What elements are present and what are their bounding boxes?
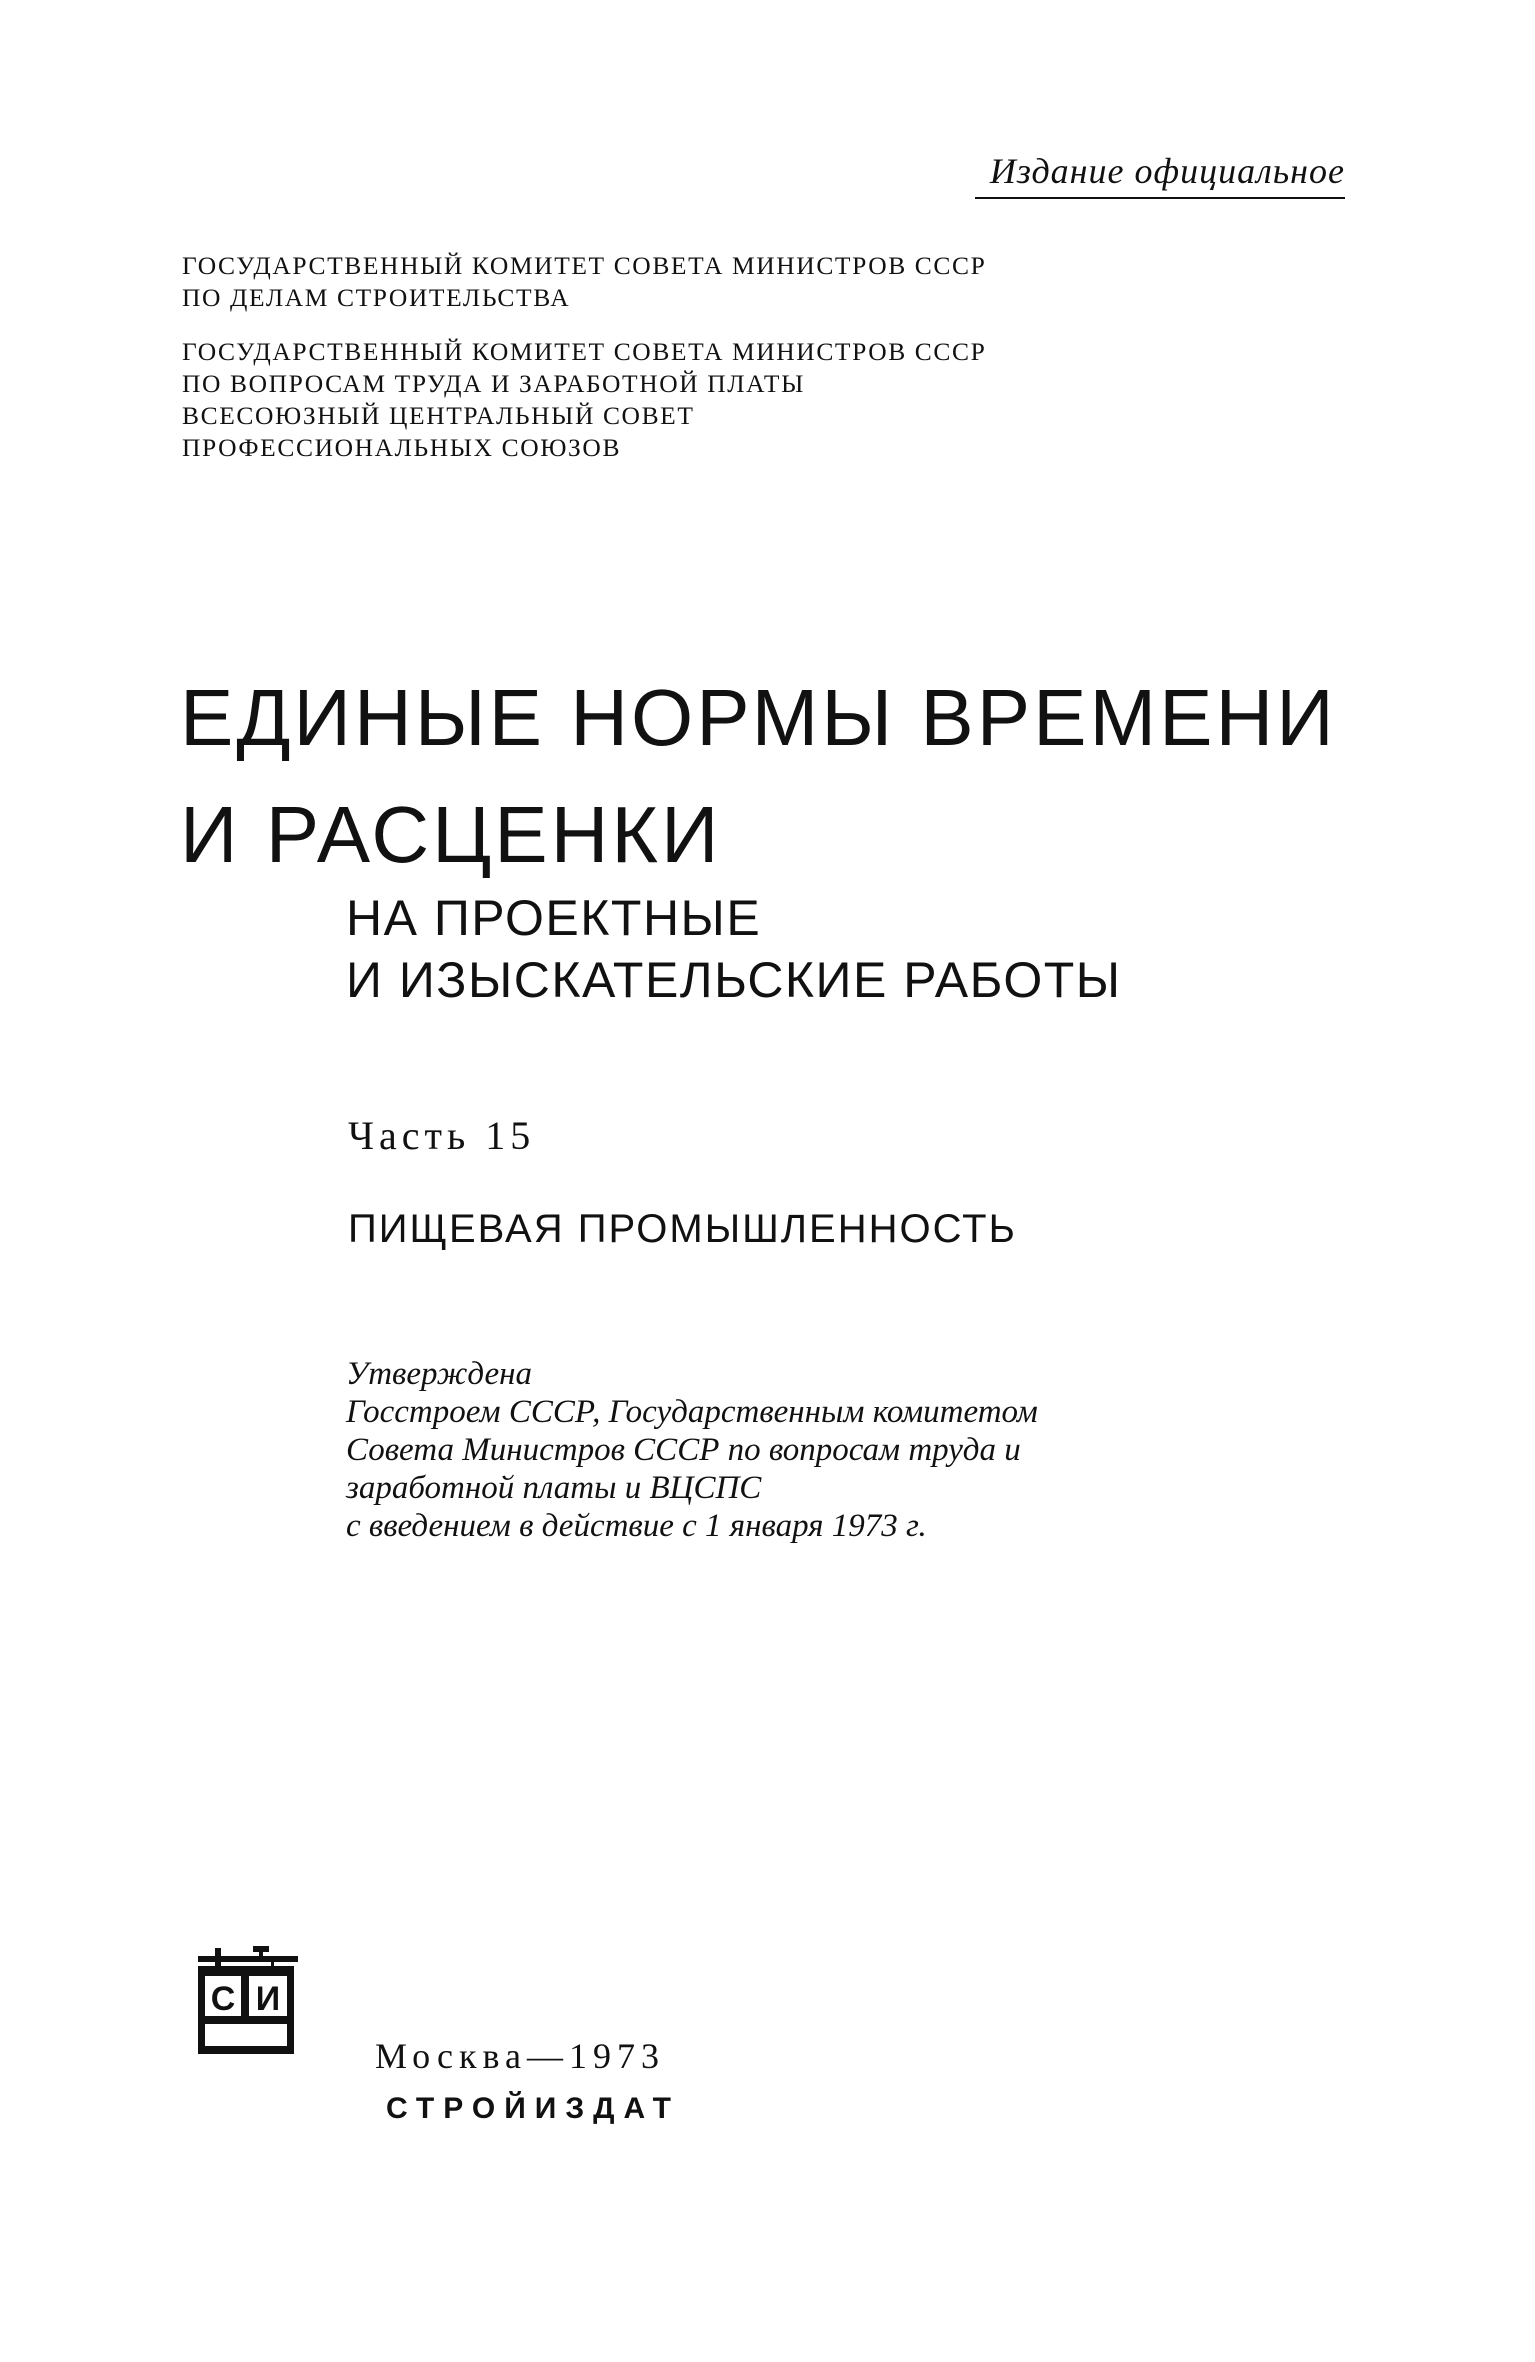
- approval-line: Совета Министров СССР по вопросам труда и: [346, 1432, 1021, 1468]
- edition-underline: [975, 197, 1345, 199]
- part-number: Часть 15: [348, 1113, 536, 1158]
- organization-line: ВСЕСОЮЗНЫЙ ЦЕНТРАЛЬНЫЙ СОВЕТ: [182, 401, 695, 430]
- document-subtitle-line-1: НА ПРОЕКТНЫЕ: [346, 890, 762, 946]
- organization-line: ПРОФЕССИОНАЛЬНЫХ СОЮЗОВ: [182, 433, 622, 462]
- approval-line: с введением в действие с 1 января 1973 г.: [346, 1508, 927, 1544]
- organization-line: ПО ВОПРОСАМ ТРУДА И ЗАРАБОТНОЙ ПЛАТЫ: [182, 369, 805, 398]
- industry-title: ПИЩЕВАЯ ПРОМЫШЛЕННОСТЬ: [348, 1207, 1017, 1251]
- organization-line: ГОСУДАРСТВЕННЫЙ КОМИТЕТ СОВЕТА МИНИСТРОВ СССР: [182, 337, 987, 366]
- organization-line: ГОСУДАРСТВЕННЫЙ КОМИТЕТ СОВЕТА МИНИСТРОВ СССР: [182, 251, 987, 280]
- stroyizdat-logo-icon: [193, 1942, 303, 2058]
- edition-label: Издание официальное: [989, 151, 1345, 191]
- approval-line: заработной платы и ВЦСПС: [346, 1470, 762, 1506]
- approval-note: [346, 1355, 1038, 1545]
- document-title-line-1: ЕДИНЫЕ НОРМЫ ВРЕМЕНИ: [180, 673, 1337, 762]
- approval-line: Утверждена: [346, 1356, 532, 1392]
- imprint-city-year: Москва—1973: [375, 2036, 665, 2076]
- svg-text:И: И: [255, 1980, 281, 2018]
- approval-line: Госстроем СССР, Государственным комитетом: [346, 1394, 1038, 1430]
- document-subtitle-line-2: И ИЗЫСКАТЕЛЬСКИЕ РАБОТЫ: [346, 952, 1122, 1008]
- organization-block-2: [182, 336, 986, 464]
- organization-line: ПО ДЕЛАМ СТРОИТЕЛЬСТВА: [182, 283, 571, 312]
- document-title-line-2: И РАСЦЕНКИ: [180, 790, 722, 879]
- svg-text:С: С: [210, 1980, 236, 2018]
- imprint-publisher: СТРОЙИЗДАТ: [386, 2092, 680, 2125]
- organization-block-1: [182, 250, 986, 314]
